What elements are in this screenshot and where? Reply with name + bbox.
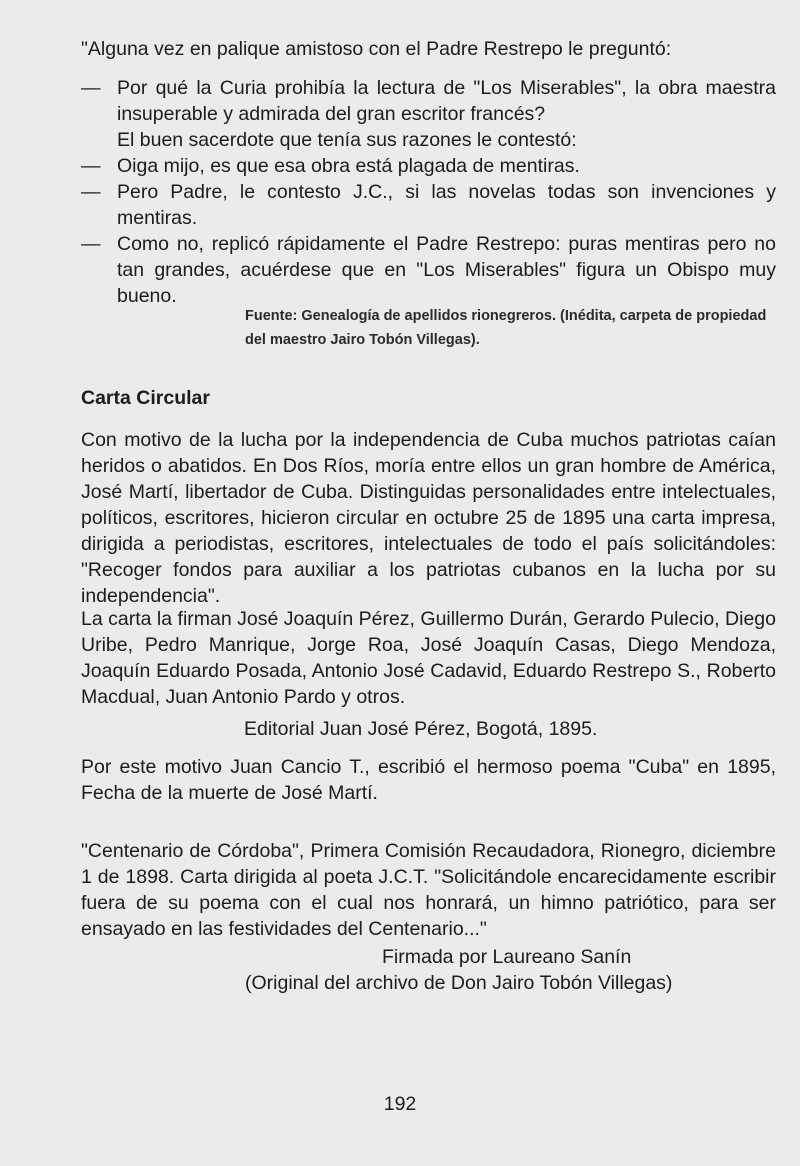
publisher-line: Editorial Juan José Pérez, Bogotá, 1895. xyxy=(244,718,598,740)
dialogue-dash: — xyxy=(81,181,101,203)
quote-intro: "Alguna vez en palique amistoso con el Padre Restrepo le preguntó: xyxy=(81,38,672,60)
dialogue-text: Oiga mijo, es que esa obra está plagada de mentiras. xyxy=(117,155,580,177)
dialogue-text: Por qué la Curia prohibía la lectura de "Los Miserables", la obra maestra insuperable y admirada del gran escritor francés? xyxy=(117,77,776,125)
dialogue-line-1 xyxy=(81,75,776,127)
paragraph-1: Con motivo de la lucha por la independencia de Cuba muchos patriotas caían heridos o abatidos. En Dos Ríos, moría entre ellos un gran hombre de América, José Martí, libertador de Cuba. Distinguidas personalidades entre intelectuales, políticos, escritores, hicieron circular en octubre 25 de 1895 una carta impresa, dirigida a periodistas, escritores, intelectuales de todo el país solicitándoles: "Recoger fondos para auxiliar a los patriotas cubanos en la lucha por su independencia". xyxy=(81,429,776,607)
dialogue-dash: — xyxy=(81,233,101,255)
dialogue-line-2 xyxy=(81,153,776,179)
dialogue-text: Como no, replicó rápidamente el Padre Restrepo: puras mentiras pero no tan grandes, acuérdese que en "Los Miserables" figura un Obispo muy bueno. xyxy=(117,233,776,307)
dialogue-narration: El buen sacerdote que tenía sus razones le contestó: xyxy=(117,129,577,151)
paragraph-3: Por este motivo Juan Cancio T., escribió el hermoso poema "Cuba" en 1895, Fecha de la muerte de José Martí. xyxy=(81,756,776,804)
paragraph-4: "Centenario de Córdoba", Primera Comisión Recaudadora, Rionegro, diciembre 1 de 1898. Carta dirigida al poeta J.C.T. "Solicitándole encarecidamente escribir fuera de su poema con el cual nos honrará, un himno patriótico, para ser ensayado en las festividades del Centenario..." xyxy=(81,840,776,940)
dialogue-line-3 xyxy=(81,179,776,231)
dialogue-text: Pero Padre, le contesto J.C., si las novelas todas son invenciones y mentiras. xyxy=(117,181,776,229)
page-number: 192 xyxy=(383,1093,417,1115)
signature-line-1: Firmada por Laureano Sanín xyxy=(382,946,632,968)
section-title: Carta Circular xyxy=(81,387,210,409)
dialogue-dash: — xyxy=(81,155,101,177)
signature-line-2: (Original del archivo de Don Jairo Tobón Villegas) xyxy=(245,972,673,994)
dialogue-dash: — xyxy=(81,77,101,99)
paragraph-2: La carta la firman José Joaquín Pérez, Guillermo Durán, Gerardo Pulecio, Diego Uribe, Pedro Manrique, Jorge Roa, José Joaquín Casas, Diego Mendoza, Joaquín Eduardo Posada, Antonio José Cadavid, Eduardo Restrepo S., Roberto Macdual, Juan Antonio Pardo y otros. xyxy=(81,608,776,708)
source-note: Fuente: Genealogía de apellidos rionegreros. (Inédita, carpeta de propiedad del maestro Jairo Tobón Villegas). xyxy=(245,308,767,348)
dialogue-line-4 xyxy=(81,231,776,309)
